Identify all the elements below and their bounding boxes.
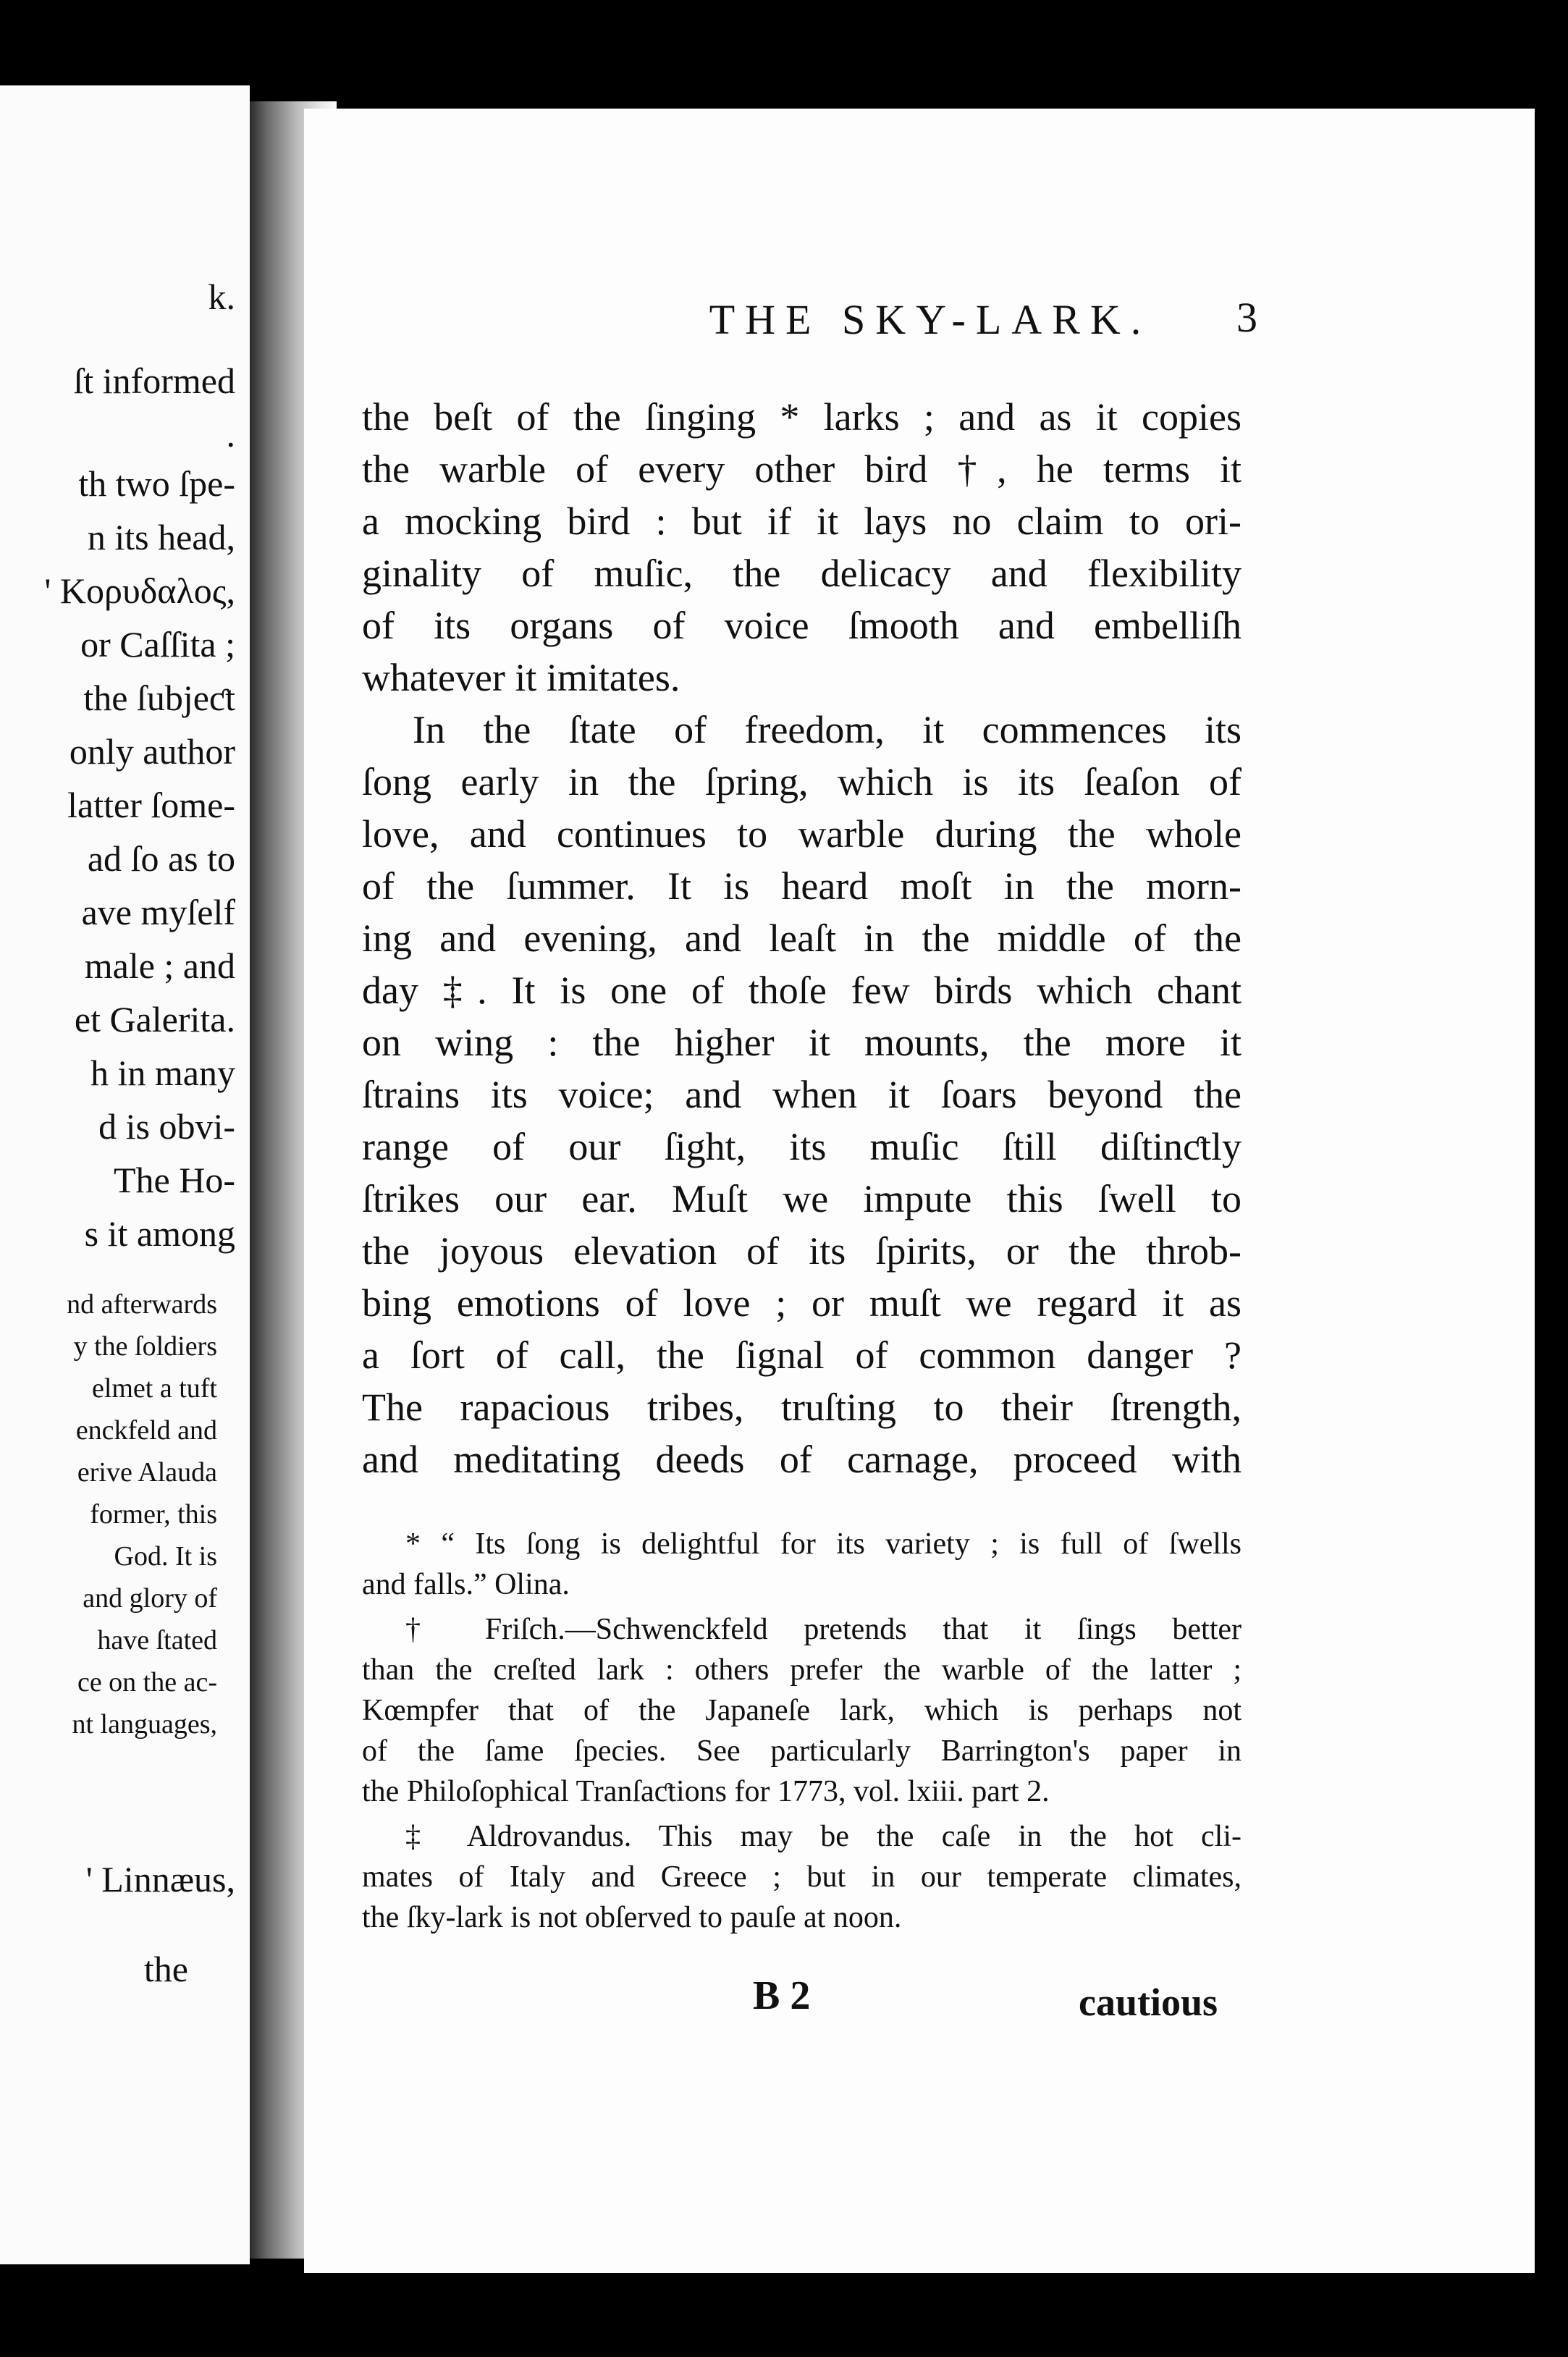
- footnote-line: of the ſame ſpecies. See particularly Barrington's paper in: [362, 1734, 1242, 1768]
- left-text-line: d is obvi-: [98, 1106, 235, 1147]
- body-line: on wing : the higher it mounts, the more it: [362, 1021, 1242, 1064]
- left-footnote-line: erive Alauda: [77, 1457, 217, 1488]
- left-footnote-line: elmet a tuft: [91, 1373, 217, 1404]
- left-footnote-line: enckfeld and: [75, 1415, 217, 1446]
- left-text-line: et Galerita.: [74, 999, 235, 1040]
- body-line: ginality of muſic, the delicacy and flexibility: [362, 552, 1242, 595]
- left-text-line: or Caſſita ;: [80, 624, 235, 665]
- body-line: love, and continues to warble during the whole: [362, 812, 1242, 856]
- left-text-line: h in many: [90, 1053, 235, 1093]
- left-text-line: ' Κορυδαλος,: [44, 570, 235, 611]
- left-text-line: ſt informed: [73, 360, 235, 401]
- left-text-line: the ſubjeƈt: [83, 678, 235, 718]
- running-head: THE SKY-LARK.: [709, 296, 1152, 343]
- catchword: cautious: [1079, 1981, 1218, 2024]
- footnote-line: the Philoſophical Tranſaƈtions for 1773, vol. lxiii. part 2.: [362, 1775, 1050, 1808]
- left-text-line: s it among: [84, 1213, 235, 1254]
- left-footnote-line: ce on the ac-: [77, 1667, 217, 1698]
- left-text-line: male ; and: [84, 945, 235, 986]
- footnote-line: ‡ Aldrovandus. This may be the caſe in the hot cli-: [405, 1820, 1242, 1853]
- left-footnote-line: and glory of: [83, 1583, 217, 1614]
- body-line: range of our ſight, its muſic ſtill diſtinƈtly: [362, 1125, 1242, 1168]
- left-footnote-line: ' Linnæus,: [85, 1859, 235, 1899]
- left-text-line: only author: [69, 731, 235, 772]
- body-line: ing and evening, and leaſt in the middle of the: [362, 916, 1242, 960]
- left-text-line: .: [226, 414, 235, 455]
- footnote-line: the ſky-lark is not obſerved to pauſe at noon.: [362, 1901, 902, 1934]
- body-line: day ‡. It is one of thoſe few birds which chant: [362, 969, 1242, 1012]
- left-footnote-line: God. It is: [114, 1541, 217, 1572]
- page-number: 3: [1236, 294, 1257, 341]
- body-line: a mocking bird : but if it lays no claim to ori-: [362, 499, 1242, 543]
- left-text-line: latter ſome-: [67, 785, 235, 825]
- left-footnote-line: have ſtated: [97, 1625, 217, 1656]
- body-line: ſong early in the ſpring, which is its ſeaſon of: [362, 760, 1242, 804]
- body-line: of the ſummer. It is heard moſt in the morn-: [362, 864, 1242, 908]
- footnote-line: than the creſted lark : others prefer the warble of the latter ;: [362, 1653, 1242, 1687]
- left-footnote-line: nt languages,: [72, 1709, 217, 1740]
- signature-mark: B 2: [753, 1973, 811, 2018]
- body-line: bing emotions of love ; or muſt we regard it as: [362, 1281, 1242, 1325]
- left-footnote-line: nd afterwards: [67, 1289, 217, 1320]
- left-text-line: The Ho-: [114, 1160, 235, 1200]
- footnote-line: and falls.” Olina.: [362, 1568, 570, 1601]
- body-line: The rapacious tribes, truſting to their ſtrength,: [362, 1386, 1242, 1429]
- body-line: the beſt of the ſinging * larks ; and as it copies: [362, 395, 1242, 439]
- left-text-line: n its head,: [87, 517, 235, 557]
- left-text-line: ave myſelf: [81, 892, 235, 932]
- body-line: of its organs of voice ſmooth and embelliſh: [362, 604, 1242, 647]
- left-text-line: k.: [208, 277, 235, 317]
- body-line: whatever it imitates.: [362, 656, 680, 699]
- footnote-line: † Friſch.—Schwenckfeld pretends that it ſings better: [405, 1613, 1242, 1646]
- body-line: and meditating deeds of carnage, proceed with: [362, 1438, 1242, 1481]
- left-catchword: the: [143, 1949, 188, 1989]
- body-line: the joyous elevation of its ſpirits, or the throb-: [362, 1229, 1242, 1273]
- footnote-line: mates of Italy and Greece ; but in our temperate climates,: [362, 1860, 1242, 1894]
- body-line: In the ſtate of freedom, it commences its: [413, 708, 1242, 751]
- body-line: ſtrikes our ear. Muſt we impute this ſwell to: [362, 1177, 1242, 1220]
- body-line: the warble of every other bird †, he terms it: [362, 447, 1242, 491]
- left-text-line: ad ſo as to: [87, 838, 235, 879]
- body-line: a ſort of call, the ſignal of common danger ?: [362, 1333, 1242, 1377]
- footnote-line: * “ Its ſong is delightful for its variety ; is full of ſwells: [405, 1527, 1242, 1561]
- left-footnote-line: former, this: [90, 1499, 217, 1530]
- left-text-line: th two ſpe-: [78, 463, 235, 504]
- body-line: ſtrains its voice; and when it ſoars beyond the: [362, 1073, 1242, 1116]
- left-facing-page: [0, 85, 250, 2264]
- left-footnote-line: y the ſoldiers: [73, 1331, 217, 1362]
- footnote-line: Kœmpfer that of the Japaneſe lark, which is perhaps not: [362, 1694, 1242, 1727]
- main-page: [304, 109, 1535, 2273]
